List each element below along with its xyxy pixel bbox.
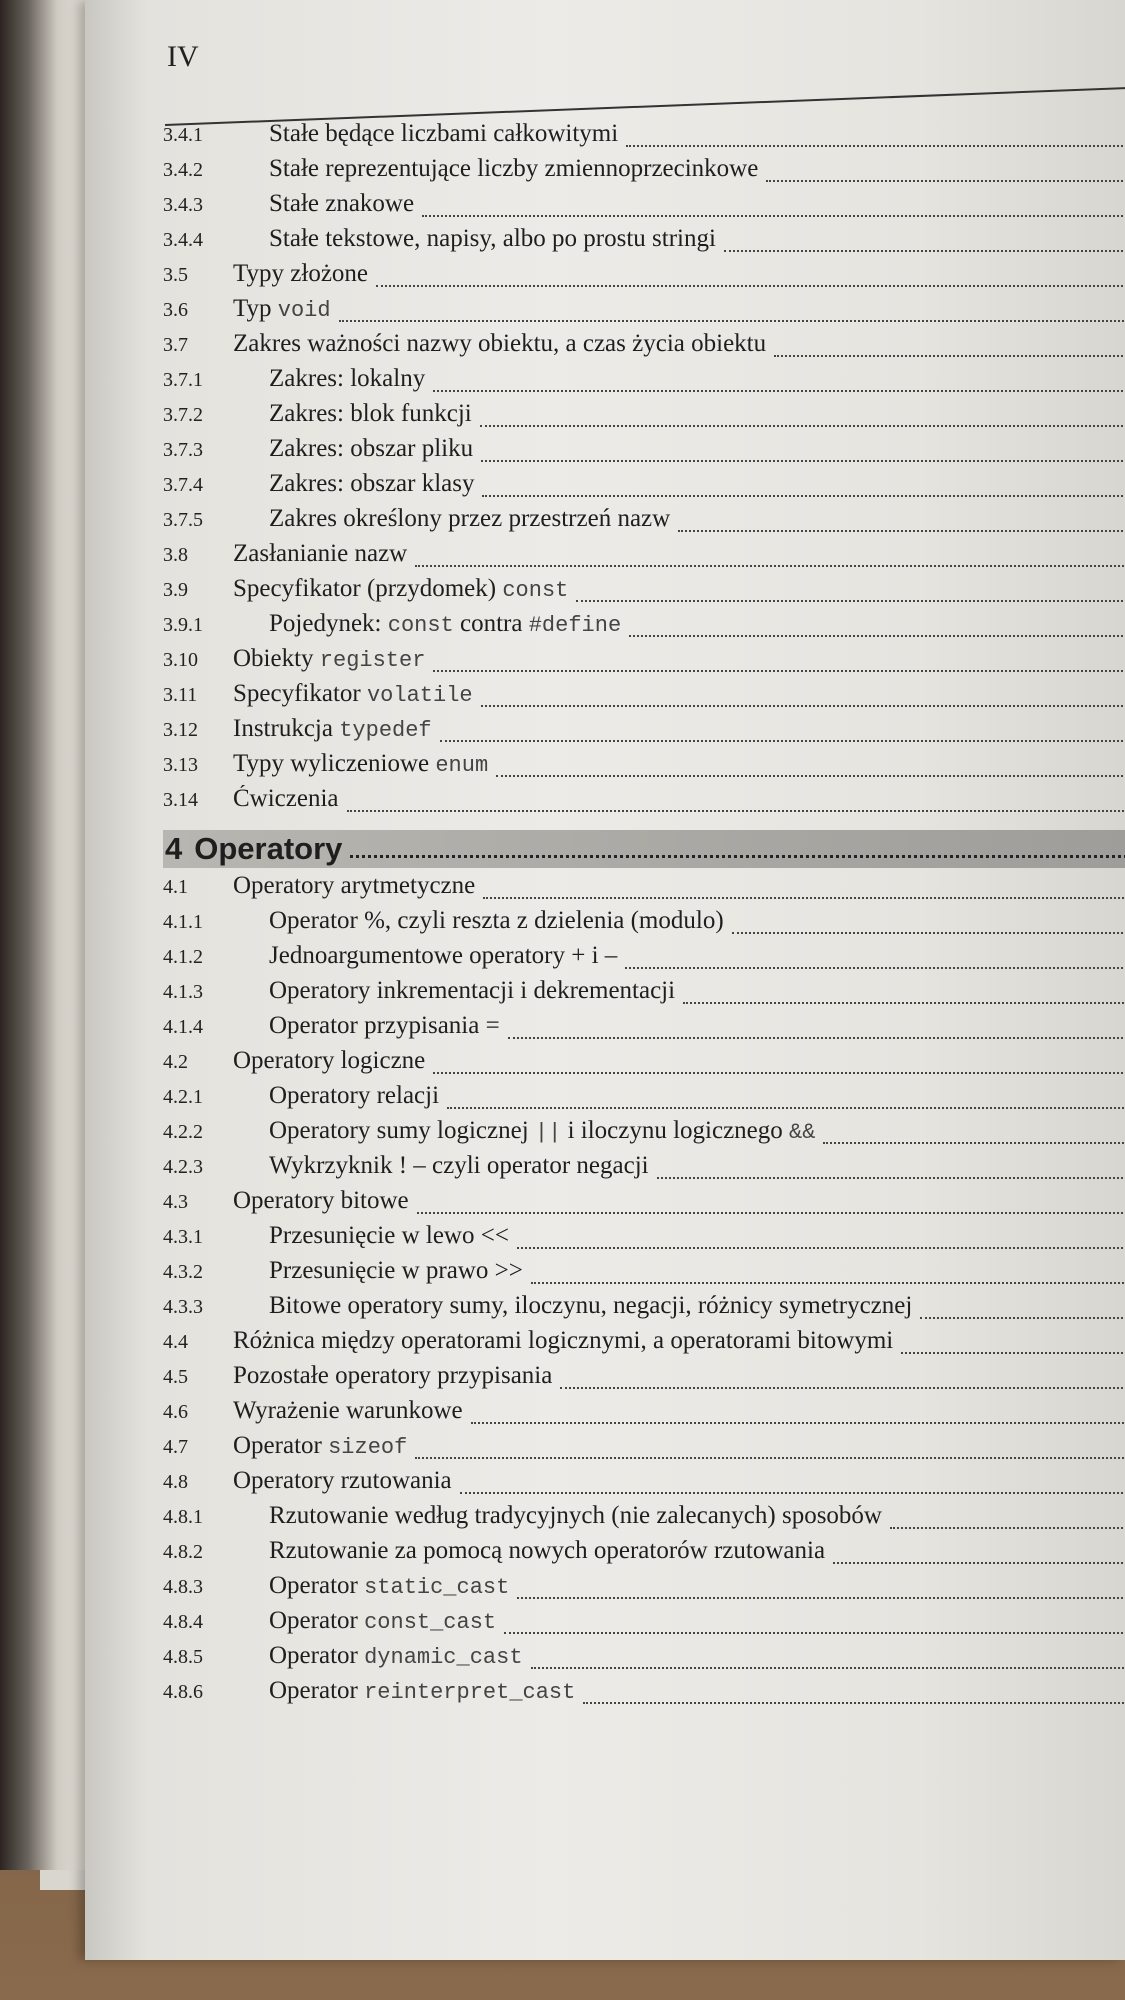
toc-entry-title <box>233 295 331 323</box>
toc-entry-number: 4.8.5 <box>163 1646 203 1668</box>
title-text: i iloczynu logicznego <box>561 1117 790 1144</box>
toc-entry <box>163 435 1125 470</box>
code-keyword: sizeof <box>328 1435 408 1460</box>
title-text: Operatory bitowe <box>233 1187 409 1214</box>
toc-entry <box>163 1677 1125 1712</box>
toc-entry-number: 4.2.2 <box>163 1121 203 1143</box>
toc-entry-title <box>233 872 475 900</box>
toc-entry <box>163 1257 1125 1292</box>
dot-leader <box>482 495 1125 497</box>
toc-entry-title <box>233 1432 407 1460</box>
toc-entry-number: 3.6 <box>163 299 188 321</box>
title-text: Operatory sumy logicznej <box>269 1117 535 1144</box>
dot-leader <box>415 565 1125 567</box>
toc-entry-number: 3.4.2 <box>163 159 203 181</box>
dot-leader <box>460 1492 1125 1494</box>
dot-leader <box>576 600 1125 602</box>
code-keyword: static_cast <box>364 1575 510 1600</box>
toc-entry <box>163 225 1125 260</box>
toc-entry <box>163 1117 1125 1152</box>
toc-entry-number: 4.6 <box>163 1401 188 1423</box>
dot-leader <box>678 530 1125 532</box>
toc-entry-title <box>233 610 621 638</box>
toc-entry-title <box>233 785 339 813</box>
toc-entry-number: 4.2.1 <box>163 1086 203 1108</box>
code-keyword: dynamic_cast <box>364 1645 523 1670</box>
title-text: Operatory relacji <box>269 1082 440 1109</box>
toc-entry-number: 4.1.1 <box>163 911 203 933</box>
title-text: Specyfikator <box>233 680 367 707</box>
dot-leader <box>732 932 1125 934</box>
toc-entry-title <box>233 1537 825 1565</box>
title-text: Rzutowanie za pomocą nowych operatorów rzutowania <box>269 1537 826 1564</box>
page-number: IV <box>167 40 199 73</box>
dot-leader <box>531 1667 1125 1669</box>
title-text: Operator <box>269 1642 365 1669</box>
dot-leader <box>920 1317 1125 1319</box>
dot-leader <box>376 285 1125 287</box>
toc-entry-title <box>233 1292 912 1320</box>
toc-entry <box>163 1047 1125 1082</box>
toc-entry-title <box>233 1362 552 1390</box>
toc-entry <box>163 1397 1125 1432</box>
code-keyword: const <box>387 613 454 638</box>
toc-entry-title <box>233 1467 452 1495</box>
dot-leader <box>471 1422 1125 1424</box>
toc-entry-title <box>233 1187 409 1215</box>
toc-entry-title <box>233 470 474 498</box>
toc-entry-title <box>233 750 488 778</box>
toc-entry <box>163 1012 1125 1047</box>
toc-entry-number: 4.8.6 <box>163 1681 203 1703</box>
dot-leader <box>774 355 1125 357</box>
title-text: Różnica między operatorami logicznymi, a operatorami bitowymi <box>233 1327 894 1354</box>
toc-entry <box>163 1327 1125 1362</box>
toc-entry-number: 4.2 <box>163 1051 188 1073</box>
title-text: Typy złożone <box>233 260 369 287</box>
title-text: Zakres ważności nazwy obiektu, a czas życia obiektu <box>233 330 767 357</box>
toc-entry-number: 3.4.4 <box>163 229 203 251</box>
toc-entry <box>163 120 1125 155</box>
title-text: Zakres: obszar pliku <box>269 435 474 462</box>
title-text: Wyrażenie warunkowe <box>233 1397 463 1424</box>
toc-entry-title <box>233 1152 649 1180</box>
chapter-number: 4 <box>165 831 183 866</box>
title-text: Stałe będące liczbami całkowitymi <box>269 120 619 147</box>
toc-entry-number: 4.1.3 <box>163 981 203 1003</box>
dot-leader <box>890 1527 1125 1529</box>
toc-entry-number: 4.8.2 <box>163 1541 203 1563</box>
toc-entry-title <box>233 1047 425 1075</box>
toc-entry <box>163 1572 1125 1607</box>
toc-entry-number: 4.5 <box>163 1366 188 1388</box>
toc-entry <box>163 977 1125 1012</box>
toc-entry-number: 4.3 <box>163 1191 188 1213</box>
toc-entry <box>163 1607 1125 1642</box>
chapter-title: Operatory <box>194 831 343 866</box>
toc-entry-number: 3.14 <box>163 789 198 811</box>
toc-entry-number: 4.3.3 <box>163 1296 203 1318</box>
dot-leader <box>422 215 1125 217</box>
dot-leader <box>350 855 1125 858</box>
title-text: Jednoargumentowe operatory + i – <box>269 942 618 969</box>
toc-entry-title <box>233 1607 496 1635</box>
toc-entry-number: 3.10 <box>163 649 198 671</box>
toc-entry-title <box>233 942 617 970</box>
toc-entry-number: 3.13 <box>163 754 198 776</box>
toc-entry <box>163 680 1125 715</box>
title-text: Operator <box>269 1572 365 1599</box>
toc-entry-number: 3.9 <box>163 579 188 601</box>
dot-leader <box>531 1282 1125 1284</box>
title-text: Typ <box>233 295 278 322</box>
dot-leader <box>657 1177 1125 1179</box>
toc-entry-title <box>233 1222 509 1250</box>
toc-entry <box>163 400 1125 435</box>
toc-entry-number: 3.7.4 <box>163 474 203 496</box>
title-text: Pozostałe operatory przypisania <box>233 1362 553 1389</box>
title-text: Pojedynek: <box>269 610 388 637</box>
toc-entry-title <box>233 645 425 673</box>
toc-entry-title <box>233 190 414 218</box>
dot-leader <box>724 250 1125 252</box>
code-keyword: register <box>319 648 426 673</box>
toc-entry-number: 4.7 <box>163 1436 188 1458</box>
toc-entry <box>163 1537 1125 1572</box>
toc-entry <box>163 1642 1125 1677</box>
toc-entry-title <box>233 1677 575 1705</box>
toc-entry-number: 4.3.2 <box>163 1261 203 1283</box>
toc-entry-title <box>233 225 716 253</box>
dot-leader <box>508 1037 1125 1039</box>
dot-leader <box>496 775 1125 777</box>
dot-leader <box>833 1562 1125 1564</box>
title-text: Operatory inkrementacji i dekrementacji <box>269 977 676 1004</box>
dot-leader <box>823 1142 1125 1144</box>
toc-entry <box>163 155 1125 190</box>
title-text: Stałe znakowe <box>269 190 415 217</box>
toc-entry <box>163 1187 1125 1222</box>
toc-entry-number: 3.7 <box>163 334 188 356</box>
toc-entry-title <box>233 1572 509 1600</box>
title-text: Zakres: obszar klasy <box>269 470 475 497</box>
toc-entry-title <box>233 505 670 533</box>
dot-leader <box>339 320 1125 322</box>
toc-entry-number: 3.8 <box>163 544 188 566</box>
title-text: contra <box>453 610 529 637</box>
toc-entry-number: 4.3.1 <box>163 1226 203 1248</box>
toc-entry <box>163 1292 1125 1327</box>
code-keyword: reinterpret_cast <box>364 1680 576 1705</box>
dot-leader <box>625 967 1125 969</box>
title-text: Ćwiczenia <box>233 785 339 812</box>
book-edge <box>0 0 95 1870</box>
book-page <box>85 0 1125 1960</box>
toc-entry-title <box>233 907 724 935</box>
toc-entry <box>163 260 1125 295</box>
toc-entry-title <box>233 575 568 603</box>
title-text: Zakres: blok funkcji <box>269 400 472 427</box>
toc-entry <box>163 575 1125 610</box>
toc-entry-number: 4.2.3 <box>163 1156 203 1178</box>
title-text: Przesunięcie w lewo << <box>269 1222 509 1249</box>
title-text: Stałe tekstowe, napisy, albo po prostu stringi <box>269 225 716 252</box>
toc-entry-title <box>233 1642 523 1670</box>
toc-entry-number: 4.1 <box>163 876 188 898</box>
chapter-heading <box>163 830 1125 868</box>
toc-entry <box>163 540 1125 575</box>
dot-leader <box>347 810 1125 812</box>
dot-leader <box>447 1107 1125 1109</box>
toc-entry-title <box>233 1082 439 1110</box>
title-text: Operator <box>233 1432 329 1459</box>
toc-entry-number: 4.8 <box>163 1471 188 1493</box>
dot-leader <box>433 670 1125 672</box>
dot-leader <box>626 145 1125 147</box>
toc-entry-number: 3.4.1 <box>163 124 203 146</box>
dot-leader <box>560 1387 1125 1389</box>
toc-entry-title <box>233 715 432 743</box>
toc-section-4 <box>163 872 1125 1712</box>
toc-entry <box>163 610 1125 645</box>
title-text: Operator <box>269 1607 365 1634</box>
title-text: Operatory logiczne <box>233 1047 426 1074</box>
toc-entry-title <box>233 1012 500 1040</box>
toc-entry-title <box>233 400 472 428</box>
title-text: Obiekty <box>233 645 320 672</box>
toc-entry-title <box>233 540 407 568</box>
toc-entry-title <box>233 1257 523 1285</box>
toc-entry <box>163 1152 1125 1187</box>
dot-leader <box>440 740 1125 742</box>
dot-leader <box>766 180 1125 182</box>
title-text: Operatory rzutowania <box>233 1467 452 1494</box>
dot-leader <box>480 425 1125 427</box>
toc-entry-title <box>233 1502 882 1530</box>
toc-entry <box>163 190 1125 225</box>
title-text: Operator <box>269 1677 365 1704</box>
toc-entry <box>163 872 1125 907</box>
toc-entry-title <box>233 977 675 1005</box>
toc-entry-title <box>233 365 425 393</box>
toc-entry <box>163 715 1125 750</box>
toc-entry <box>163 1502 1125 1537</box>
toc-entry <box>163 785 1125 820</box>
dot-leader <box>433 390 1125 392</box>
toc-entry-number: 4.8.1 <box>163 1506 203 1528</box>
dot-leader <box>417 1212 1125 1214</box>
toc-entry-number: 4.8.3 <box>163 1576 203 1598</box>
title-text: Operatory arytmetyczne <box>233 872 476 899</box>
toc-entry-title <box>233 1117 815 1145</box>
code-keyword: && <box>789 1120 816 1145</box>
toc-entry-title <box>233 1327 893 1355</box>
title-text: Przesunięcie w prawo >> <box>269 1257 523 1284</box>
code-keyword: #define <box>528 613 622 638</box>
dot-leader <box>583 1702 1125 1704</box>
toc-entry-number: 3.11 <box>163 684 198 706</box>
dot-leader <box>481 705 1125 707</box>
toc-entry-number: 4.1.2 <box>163 946 203 968</box>
title-text: Stałe reprezentujące liczby zmiennoprzecinkowe <box>269 155 759 182</box>
code-keyword: enum <box>435 753 489 778</box>
toc-entry-title <box>233 155 758 183</box>
title-text: Rzutowanie według tradycyjnych (nie zalecanych) sposobów <box>269 1502 882 1529</box>
title-text: Zakres określony przez przestrzeń nazw <box>269 505 671 532</box>
toc-entry-number: 4.1.4 <box>163 1016 203 1038</box>
dot-leader <box>629 635 1125 637</box>
code-keyword: void <box>277 298 331 323</box>
toc-entry <box>163 330 1125 365</box>
title-text: Bitowe operatory sumy, iloczynu, negacji, różnicy symetrycznej <box>269 1292 913 1319</box>
toc-entry-title <box>233 680 473 708</box>
table-of-contents <box>163 120 1125 1712</box>
code-keyword: volatile <box>366 683 473 708</box>
title-text: Specyfikator (przydomek) <box>233 575 503 602</box>
dot-leader <box>504 1632 1125 1634</box>
toc-entry <box>163 750 1125 785</box>
dot-leader <box>483 897 1125 899</box>
toc-entry <box>163 1467 1125 1502</box>
title-text: Operator %, czyli reszta z dzielenia (modulo) <box>269 907 724 934</box>
toc-entry-title <box>233 260 368 288</box>
toc-entry-number: 3.12 <box>163 719 198 741</box>
toc-entry-title <box>233 1397 463 1425</box>
toc-entry-number: 3.7.1 <box>163 369 203 391</box>
toc-entry <box>163 645 1125 680</box>
toc-entry-title <box>233 330 766 358</box>
code-keyword: || <box>534 1120 562 1145</box>
title-text: Zasłanianie nazw <box>233 540 408 567</box>
dot-leader <box>481 460 1125 462</box>
toc-entry-number: 3.9.1 <box>163 614 203 636</box>
toc-entry <box>163 1222 1125 1257</box>
toc-entry-number: 4.4 <box>163 1331 188 1353</box>
toc-entry <box>163 295 1125 330</box>
toc-section-3 <box>163 120 1125 820</box>
title-text: Wykrzyknik ! – czyli operator negacji <box>269 1152 649 1179</box>
code-keyword: const_cast <box>364 1610 497 1635</box>
toc-entry-title <box>233 120 618 148</box>
toc-entry-number: 4.8.4 <box>163 1611 203 1633</box>
toc-entry-number: 3.7.3 <box>163 439 203 461</box>
code-keyword: typedef <box>339 718 432 743</box>
dot-leader <box>683 1002 1125 1004</box>
toc-entry <box>163 505 1125 540</box>
toc-entry <box>163 1082 1125 1117</box>
dot-leader <box>415 1457 1125 1459</box>
toc-entry-number: 3.7.2 <box>163 404 203 426</box>
toc-entry-title <box>233 435 473 463</box>
toc-entry-number: 3.5 <box>163 264 188 286</box>
title-text: Typy wyliczeniowe <box>233 750 436 777</box>
toc-entry <box>163 470 1125 505</box>
toc-entry <box>163 365 1125 400</box>
dot-leader <box>433 1072 1125 1074</box>
toc-entry <box>163 1362 1125 1397</box>
toc-entry-number: 3.4.3 <box>163 194 203 216</box>
toc-entry <box>163 907 1125 942</box>
title-text: Instrukcja <box>233 715 340 742</box>
dot-leader <box>517 1597 1125 1599</box>
toc-entry <box>163 942 1125 977</box>
toc-entry <box>163 1432 1125 1467</box>
title-text: Zakres: lokalny <box>269 365 426 392</box>
code-keyword: const <box>502 578 569 603</box>
title-text: Operator przypisania = <box>269 1012 500 1039</box>
toc-entry-number: 3.7.5 <box>163 509 203 531</box>
dot-leader <box>517 1247 1125 1249</box>
dot-leader <box>901 1352 1125 1354</box>
